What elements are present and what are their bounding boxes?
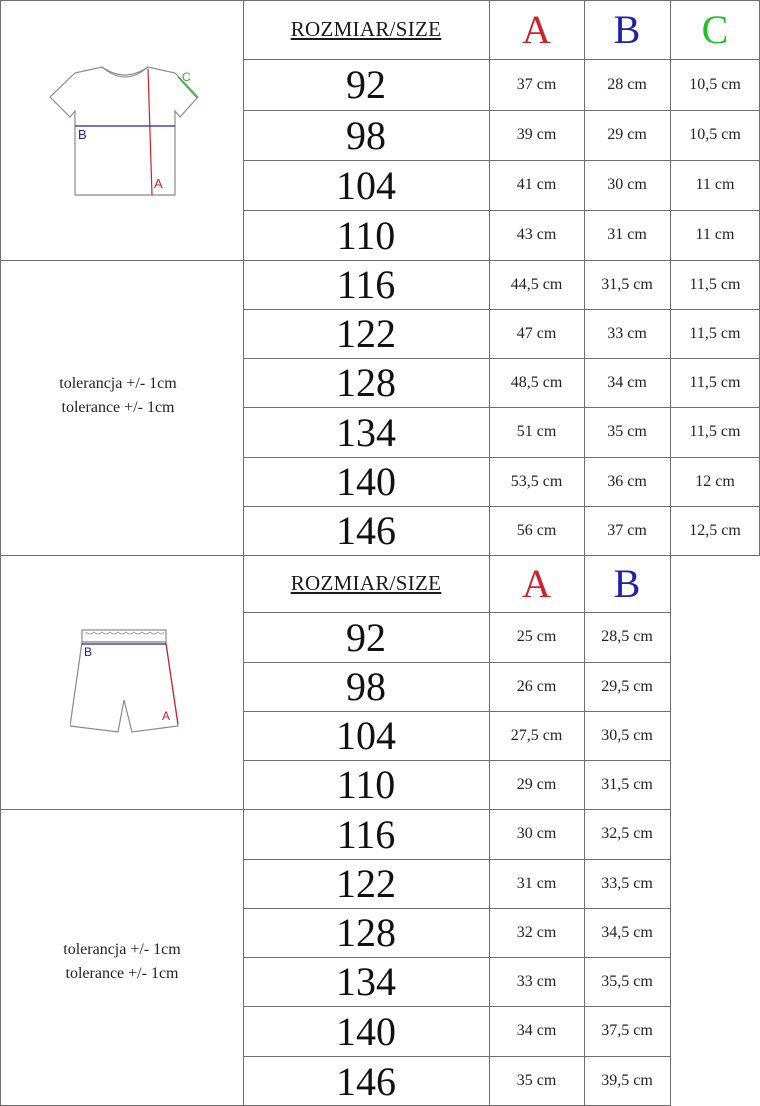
size-value: 134: [336, 959, 396, 1004]
grid-line: [243, 506, 760, 507]
tolerance-pl: tolerancja +/- 1cm: [63, 941, 181, 958]
grid-line: [670, 0, 671, 555]
size-value: 110: [336, 762, 396, 807]
measurement-a: 31 cm: [516, 874, 557, 892]
grid-line: [243, 760, 670, 761]
tshirt-label-c: C: [182, 70, 191, 84]
measurement-b: 33 cm: [607, 324, 647, 342]
measurement-a: 30 cm: [516, 825, 557, 842]
measurement-b: 34 cm: [607, 373, 647, 391]
measurement-b: 31 cm: [607, 226, 647, 243]
measurement-a: 51 cm: [516, 423, 557, 440]
measurement-a: 37 cm: [516, 75, 557, 93]
measurement-b: 32,5 cm: [601, 825, 653, 842]
tolerance-note-top: [0, 372, 236, 420]
size-value: 128: [336, 360, 396, 405]
grid-line: [243, 555, 244, 1106]
measurement-b: 29,5 cm: [601, 677, 653, 695]
grid-line: [243, 957, 670, 958]
grid-line: [243, 859, 670, 860]
measurement-b: 35,5 cm: [601, 972, 653, 990]
measurement-c: 12 cm: [695, 472, 735, 490]
measurement-a: 33 cm: [516, 972, 557, 990]
grid-line: [243, 555, 670, 556]
grid-line: [243, 1056, 670, 1057]
size-value: 128: [336, 910, 396, 955]
grid-line: [243, 612, 670, 613]
size-value: 110: [336, 212, 396, 258]
size-value: 104: [336, 162, 396, 208]
grid-line: [584, 0, 585, 555]
measurement-c: 10,5 cm: [689, 75, 741, 93]
measurement-c: 12,5 cm: [689, 521, 741, 539]
tshirt-label-b: B: [78, 127, 87, 142]
grid-line: [243, 407, 760, 408]
size-value: 140: [336, 459, 396, 504]
measurement-a: 32 cm: [516, 923, 557, 941]
tolerance-note-bottom: [0, 938, 244, 986]
column-header-b: B: [613, 561, 641, 606]
measurement-b: 35 cm: [607, 423, 647, 440]
column-header-b: B: [613, 7, 641, 52]
measurement-a: 53,5 cm: [510, 472, 563, 490]
grid-line: [670, 555, 671, 1106]
measurement-b: 33,5 cm: [601, 874, 653, 892]
size-value: 122: [336, 311, 396, 356]
measurement-a: 44,5 cm: [510, 275, 563, 293]
grid-line: [243, 59, 760, 60]
measurement-c: 10,5 cm: [689, 126, 741, 143]
measurement-a: 27,5 cm: [510, 726, 563, 744]
shorts-label-b: B: [84, 645, 93, 659]
grid-line: [243, 358, 760, 359]
measurement-b: 37 cm: [607, 521, 647, 539]
measurement-b: 31,5 cm: [601, 775, 653, 793]
column-header-a: A: [522, 561, 551, 606]
column-header-c: C: [701, 7, 729, 52]
grid-line: [243, 0, 760, 1]
measurement-b: 29 cm: [607, 126, 647, 143]
tolerance-pl: tolerancja +/- 1cm: [59, 375, 177, 392]
measurement-b: 30 cm: [607, 176, 647, 193]
column-header-a: A: [522, 7, 551, 52]
measurement-b: 37,5 cm: [601, 1022, 653, 1039]
size-header: ROZMIAR/SIZE: [290, 571, 442, 595]
grid-line: [243, 662, 670, 663]
measurement-a: 47 cm: [516, 324, 557, 342]
grid-line: [243, 110, 760, 111]
measurement-c: 11,5 cm: [689, 275, 741, 293]
size-value: 98: [346, 112, 386, 158]
measurement-a: 34 cm: [516, 1022, 557, 1039]
grid-line: [584, 555, 585, 1106]
grid-line: [243, 809, 670, 810]
tolerance-en: tolerance +/- 1cm: [65, 965, 179, 982]
measurement-a: 29 cm: [516, 775, 557, 793]
shorts-label-a: A: [162, 709, 171, 723]
measurement-c: 11 cm: [695, 176, 735, 193]
grid-line: [0, 260, 243, 261]
measurement-a: 26 cm: [516, 677, 557, 695]
measurement-c: 11,5 cm: [689, 324, 741, 342]
measurement-b: 30,5 cm: [601, 726, 653, 744]
grid-line: [0, 555, 1, 1106]
measurement-c: 11,5 cm: [689, 373, 741, 391]
measurement-b: 34,5 cm: [601, 923, 653, 941]
tshirt-diagram-icon: [40, 55, 210, 205]
grid-line: [243, 309, 760, 310]
size-value: 146: [336, 508, 396, 553]
size-value: 116: [336, 811, 396, 857]
size-value: 122: [336, 861, 396, 906]
measurement-a: 43 cm: [516, 226, 557, 243]
size-value: 134: [336, 409, 396, 455]
shorts-diagram-icon: [70, 620, 190, 740]
measurement-b: 39,5 cm: [601, 1072, 653, 1089]
grid-line: [243, 260, 760, 261]
measurement-b: 31,5 cm: [601, 275, 653, 293]
grid-line: [243, 160, 760, 161]
grid-line: [243, 1006, 670, 1007]
grid-line: [0, 0, 1, 555]
grid-line: [243, 711, 670, 712]
measurement-a: 56 cm: [516, 521, 557, 539]
measurement-b: 28,5 cm: [601, 628, 653, 645]
measurement-c: 11 cm: [695, 226, 735, 243]
grid-line: [0, 555, 243, 556]
tolerance-en: tolerance +/- 1cm: [61, 399, 175, 416]
size-header: ROZMIAR/SIZE: [290, 17, 442, 41]
measurement-c: 11,5 cm: [689, 423, 741, 440]
grid-line: [243, 457, 760, 458]
grid-line: [0, 809, 243, 810]
grid-line: [243, 210, 760, 211]
grid-line: [489, 0, 490, 555]
size-value: 98: [346, 664, 386, 709]
size-value: 92: [346, 62, 386, 107]
measurement-b: 36 cm: [607, 472, 647, 490]
measurement-a: 39 cm: [516, 126, 557, 143]
measurement-b: 28 cm: [607, 75, 647, 93]
measurement-a: 25 cm: [516, 628, 557, 645]
grid-line: [489, 555, 490, 1106]
size-value: 140: [336, 1008, 396, 1054]
tshirt-label-a: A: [154, 176, 163, 191]
grid-line: [243, 0, 244, 555]
size-value: 92: [346, 614, 386, 660]
size-value: 146: [336, 1058, 396, 1104]
measurement-a: 48,5 cm: [510, 373, 563, 391]
measurement-a: 35 cm: [516, 1072, 557, 1089]
size-value: 104: [336, 713, 396, 758]
grid-line: [243, 908, 670, 909]
grid-line: [0, 0, 243, 1]
measurement-a: 41 cm: [516, 176, 557, 193]
size-value: 116: [336, 262, 396, 307]
